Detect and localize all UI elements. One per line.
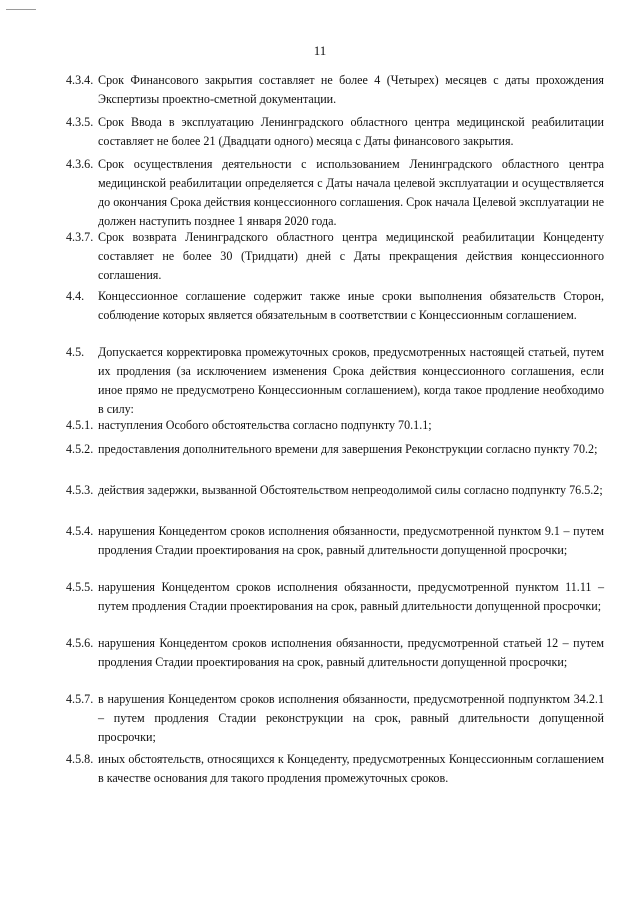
clause-4-5 (66, 343, 604, 419)
clause-text: Срок Ввода в эксплуатацию Ленинградского областного центра медицинской реабилитации составляет не более 21 (Двадцати одного) месяца с Даты финансового закрытия. (98, 115, 604, 148)
clause-number: 4.5.2. (66, 442, 94, 456)
clause-4-5-5 (66, 578, 604, 616)
clause-number: 4.5.6. (66, 636, 94, 650)
clause-number: 4.5.3. (66, 483, 94, 497)
clause-text: иных обстоятельств, относящихся к Концеденту, предусмотренных Концессионным соглашением в качестве основания для такого продления промежуточных сроков. (98, 752, 604, 785)
clause-4-5-1 (66, 416, 604, 435)
clause-text: нарушения Концедентом сроков исполнения обязанности, предусмотренной статьей 12 – путем продления Стадии проектирования на срок, равный длительности допущенной просрочки; (98, 636, 604, 669)
clause-number: 4.5.5. (66, 580, 94, 594)
clause-text: действия задержки, вызванной Обстоятельством непреодолимой силы согласно подпункту 76.5.2; (98, 483, 603, 497)
clause-text: наступления Особого обстоятельства согласно подпункту 70.1.1; (98, 418, 432, 432)
clause-text: в нарушения Концедентом сроков исполнения обязанности, предусмотренной подпунктом 34.2.1 – путем продления Стадии реконструкции на срок, равный длительности допущенной просрочки; (98, 692, 604, 744)
clause-text: Срок Финансового закрытия составляет не более 4 (Четырех) месяцев с даты прохождения Экспертизы проектно-сметной документации. (98, 73, 604, 106)
clause-4-3-5 (66, 113, 604, 151)
clause-text: Концессионное соглашение содержит также иные сроки выполнения обязательств Сторон, соблюдение которых является обязательным в соответствии с Концессионным соглашением. (98, 289, 604, 322)
clause-number: 4.5.8. (66, 752, 94, 766)
clause-text: Срок осуществления деятельности с использованием Ленинградского областного центра медицинской реабилитации определяется с Даты начала целевой эксплуатации и осуществляется до окончания Срока действия концессионного соглашения. Срок начала Целевой эксплуатации не должен наступить позднее 1 января 2020 года. (98, 157, 604, 228)
clause-4-5-2 (66, 440, 604, 459)
page-number: 11 (313, 43, 327, 58)
clause-number: 4.3.4. (66, 73, 94, 87)
clause-4-3-6 (66, 155, 604, 231)
clause-text: нарушения Концедентом сроков исполнения обязанности, предусмотренной пунктом 9.1 – путем продления Стадии проектирования на срок, равный длительности допущенной просрочки; (98, 524, 604, 557)
clause-4-3-7 (66, 228, 604, 285)
clause-number: 4.5. (66, 345, 85, 359)
clause-4-5-4 (66, 522, 604, 560)
clause-text: предоставления дополнительного времени для завершения Реконструкции согласно пункту 70.2; (98, 442, 598, 456)
clause-number: 4.3.7. (66, 230, 94, 244)
clause-4-5-6 (66, 634, 604, 672)
clause-4-5-3 (66, 481, 604, 500)
clause-4-4 (66, 287, 604, 325)
clause-number: 4.4. (66, 289, 85, 303)
scan-edge-mark (6, 9, 36, 10)
clause-number: 4.3.6. (66, 157, 94, 171)
clause-number: 4.3.5. (66, 115, 94, 129)
clause-number: 4.5.1. (66, 418, 94, 432)
clause-4-5-7 (66, 690, 604, 747)
clause-text: Срок возврата Ленинградского областного центра медицинской реабилитации Концеденту составляет не более 30 (Тридцати) дней с Даты прекращения действия концессионного соглашения. (98, 230, 604, 282)
clause-text: нарушения Концедентом сроков исполнения обязанности, предусмотренной пунктом 11.11 – путем продления Стадии проектирования на срок, равный длительности допущенной просрочки; (98, 580, 604, 613)
clause-number: 4.5.7. (66, 692, 94, 706)
clause-number: 4.5.4. (66, 524, 94, 538)
clause-4-5-8 (66, 750, 604, 788)
clause-text: Допускается корректировка промежуточных сроков, предусмотренных настоящей статьей, путем их продления (за исключением изменения Срока действия концессионного соглашения, если иное прямо не предусмотрено Концессионным соглашением), когда такое продление необходимо в силу: (98, 345, 604, 416)
clause-4-3-4 (66, 71, 604, 109)
